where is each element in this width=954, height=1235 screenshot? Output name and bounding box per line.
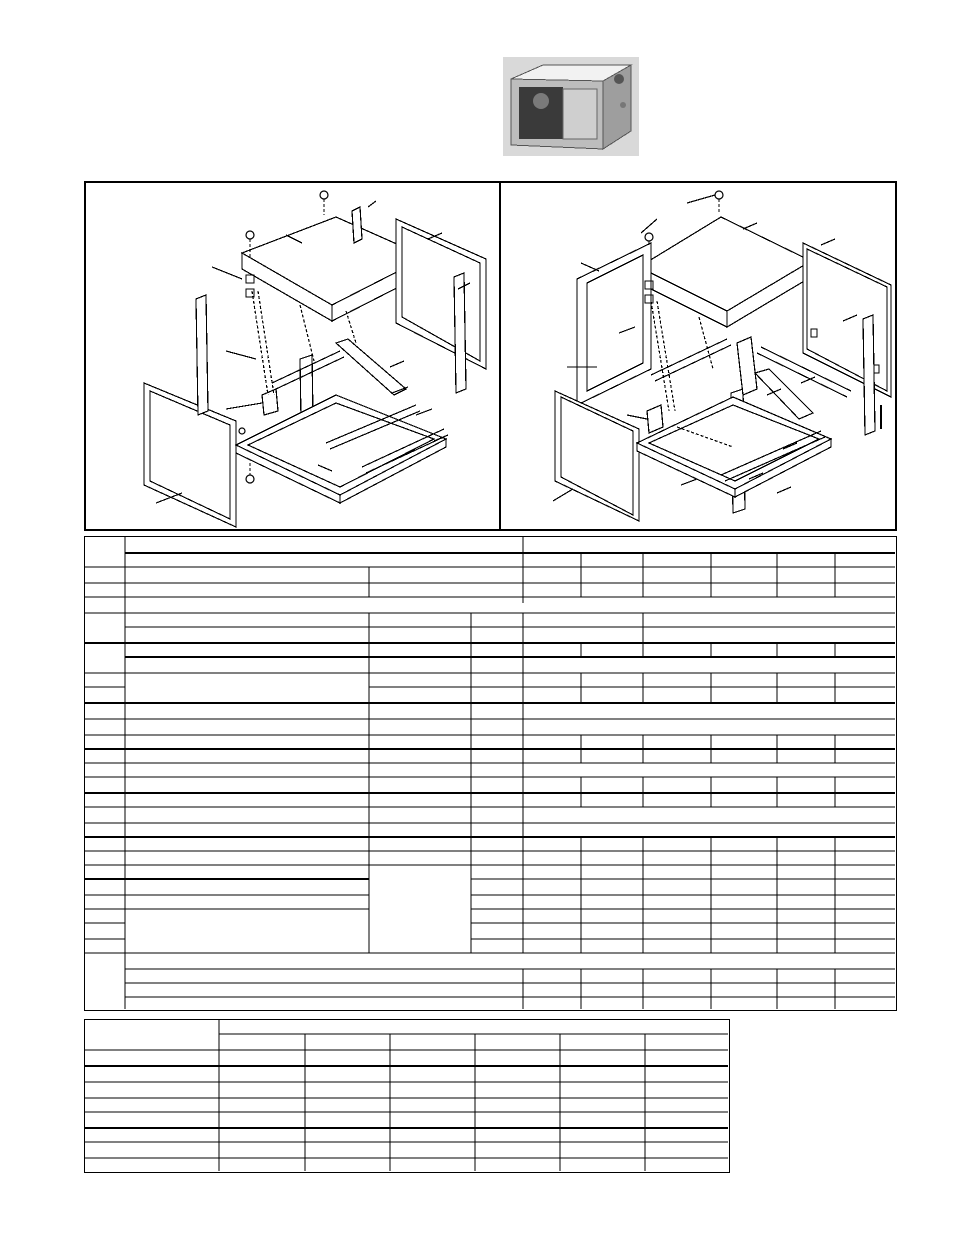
exploded-view-frame (84, 181, 897, 531)
exploded-cabinet-diagram-icon (86, 183, 499, 529)
parts-table (84, 536, 897, 1011)
dimension-table-grid (85, 1020, 728, 1171)
product-photo (503, 57, 639, 156)
enclosure-photo-icon (503, 57, 639, 156)
parts-table-grid (85, 537, 895, 1009)
exploded-cabinet-diagram-icon (501, 183, 895, 529)
dimension-table (84, 1019, 730, 1173)
